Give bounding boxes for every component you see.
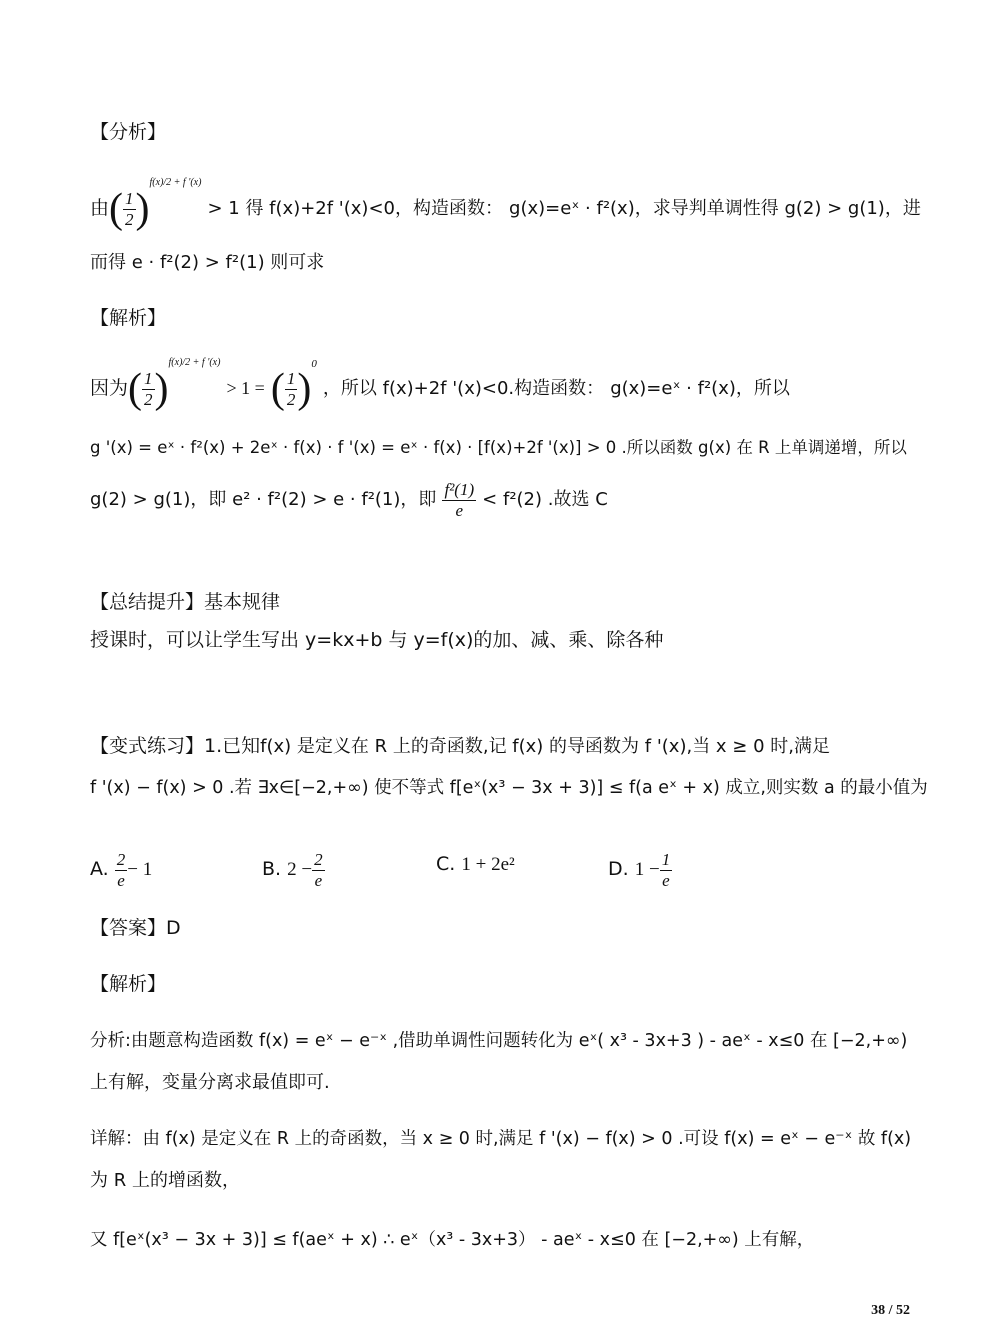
solution2-heading: 【解析】 [90, 973, 167, 995]
option-d: D. 1 − $\frac{1}{e}$ [608, 850, 671, 890]
analysis-exponent: f(x)/2 + f '(x) [149, 176, 202, 188]
solution-line3-b: < f²(2) .故选 C [482, 489, 608, 511]
variant-line1-text: f(x) 是定义在 R 上的奇函数,记 f(x) 的导函数为 f '(x),当 x ≥ 0 时,满足 [260, 736, 830, 757]
half-fraction-1: $\frac{1}{2}$ [144, 368, 153, 409]
solution2-p2-line2: 为 R 上的增函数， [90, 1170, 240, 1191]
solution-line3-a: g(2) > g(1)，即 e² · f²(2) > e · f²(1)，即 [90, 489, 437, 511]
solution-line1-c: g(x)=eˣ · f²(x)，所以 [610, 378, 790, 399]
option-b-fraction: $\frac{2}{e}$ [314, 850, 323, 890]
option-b: B. 2 − $\frac{2}{e}$ [262, 850, 323, 890]
analysis-line1-a: > 1 得 f(x)+2f '(x)<0，构造函数： [207, 198, 503, 219]
solution-line-1: 因为( $\frac{1}{2}$ )$^{f(x)/2 + f '(x)}$ > 1 = ( $\frac{1}{2}$ )$^0$ ，所以 f(x)+2f '(x)<0.构造函数： g(x)=eˣ · f²(x)，所以 [90, 356, 790, 412]
half-fraction: $\frac{1}{2}$ [125, 188, 134, 229]
analysis-line-1: 由( $\frac{1}{2}$ )$^{f(x)/2 + f '(x)}$ > 1 得 f(x)+2f '(x)<0，构造函数： g(x)=eˣ · f²(x)，求导判单调性得 g(2) > g(1)，进 [90, 176, 921, 232]
analysis-line-2: 而得 e · f²(2) > f²(1) 则可求 [90, 252, 325, 273]
solution-line1-a: > 1 = [226, 378, 265, 398]
variant-heading: 【变式练习】1.已知 [90, 735, 261, 757]
solution-line1-prefix: 因为 [90, 377, 129, 399]
half-fraction-2: $\frac{1}{2}$ [286, 368, 296, 409]
variant-line-2: f '(x) − f(x) > 0 .若 ∃x∈[−2,+∞) 使不等式 f[eˣ(x³ − 3x + 3)] ≤ f(a eˣ + x) 成立,则实数 a 的最小值为 [90, 778, 928, 798]
option-a-fraction: $\frac{2}{e}$ [116, 850, 126, 890]
variant-line-1 [90, 737, 830, 756]
summary-text: 授课时，可以让学生写出 y=kx+b 与 y=f(x)的加、减、乘、除各种 [90, 629, 664, 651]
solution2-p1-line1: 分析:由题意构造函数 f(x) = eˣ − e⁻ˣ ,借助单调性问题转化为 eˣ( x³ - 3x+3 ) - aeˣ - x≤0 在 [−2,+∞) [90, 1031, 908, 1051]
analysis-line1-b: g(x)=eˣ · f²(x)，求导判单调性得 g(2) > g(1)，进 [509, 198, 921, 219]
zero-exponent: 0 [311, 357, 317, 370]
option-d-fraction: $\frac{1}{e}$ [661, 850, 671, 890]
f-squared-over-e-fraction: $\frac{\text{f²(1)}}{e}$ [444, 480, 475, 520]
analysis-heading: 【分析】 [90, 121, 167, 143]
solution-heading: 【解析】 [90, 307, 167, 329]
answer-heading: 【答案】D [90, 917, 181, 939]
page-number: 38 / 52 [871, 1303, 910, 1318]
solution-line-2: g '(x) = eˣ · f²(x) + 2eˣ · f(x) · f '(x) = eˣ · f(x) · [f(x)+2f '(x)] > 0 .所以函数 g(x) 在 R 上单调递增，所以 [90, 438, 907, 457]
option-a: A. $\frac{2}{e}$ − 1 [90, 850, 153, 890]
solution-exponent: f(x)/2 + f '(x) [168, 356, 221, 368]
solution2-p1-line2: 上有解，变量分离求最值即可. [90, 1072, 330, 1093]
solution2-p3-line1: 又 f[eˣ(x³ − 3x + 3)] ≤ f(aeˣ + x) ∴ eˣ（x³ - 3x+3） - aeˣ - x≤0 在 [−2,+∞) 上有解， [90, 1230, 815, 1250]
analysis-line1-prefix: 由 [90, 197, 110, 219]
solution2-p2-line1: 详解：由 f(x) 是定义在 R 上的奇函数，当 x ≥ 0 时,满足 f '(x) − f(x) > 0 .可设 f(x) = eˣ − e⁻ˣ 故 f(x) [90, 1129, 912, 1149]
solution-line-3 [90, 480, 608, 520]
option-c: C. 1 + 2e² [436, 853, 515, 875]
solution-line1-b: ，所以 f(x)+2f '(x)<0.构造函数： [322, 378, 605, 399]
summary-heading: 【总结提升】基本规律 [90, 591, 281, 613]
